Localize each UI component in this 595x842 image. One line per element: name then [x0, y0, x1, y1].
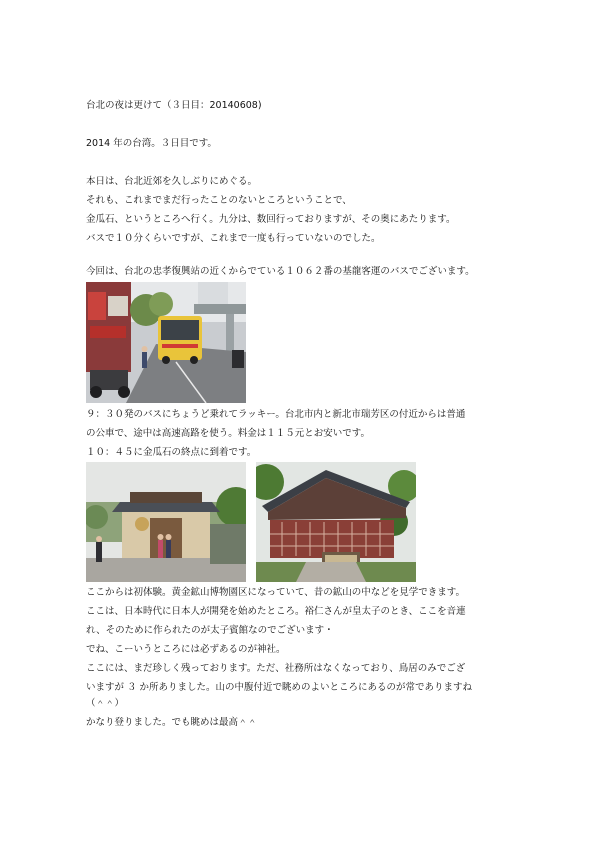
paragraph-line: ここには、まだ珍しく残っております。ただ、社務所はなくなっており、鳥居のみでござ — [86, 663, 466, 674]
intro-text: 2014 年の台湾。３日目です。 — [86, 138, 217, 149]
paragraph-line: ここは、日本時代に日本人が開発を始めたところ。裕仁さんが皇太子のとき、ここを音連 — [86, 606, 466, 617]
paragraph-line: かなり登りました。でも眺めは最高＾＾ — [86, 717, 258, 728]
paragraph-line: れ、そのために作られたのが太子賓館なのでございます・ — [86, 625, 334, 636]
paragraph-line: ここからは初体験。黄金鉱山博物園区になっていて、昔の鉱山の中などを見学できます。 — [86, 587, 466, 598]
paragraph-line: 本日は、台北近郊を久しぶりにめぐる。 — [86, 176, 258, 187]
paragraph-line: 金瓜石、というところへ行く。九分は、数回行っておりますが、その奥にあたります。 — [86, 214, 456, 225]
paragraph-line: （＾＾） — [86, 698, 125, 709]
gate-photo — [86, 462, 246, 582]
paragraph-line: ９：３０発のバスにちょうど乗れてラッキー。台北市内と新北市瑞芳区の付近からは普通 — [86, 409, 466, 420]
page-title: 台北の夜は更けて（３日目：20140608) — [86, 100, 262, 111]
paragraph-line: それも、これまでまだ行ったことのないところということで、 — [86, 195, 352, 206]
residence-photo — [256, 462, 416, 582]
paragraph-line: の公車で、途中は高速高路を使う。料金は１１５元とお安いです。 — [86, 428, 371, 439]
paragraph-line: バスで１０分くらいですが、これまで一度も行っていないのでした。 — [86, 233, 381, 244]
paragraph-line: いますが ３ か所ありました。山の中腹付近で眺めのよいところにあるのが常でありますね — [86, 682, 473, 693]
bus-photo — [86, 282, 246, 403]
paragraph-line: 今回は、台北の忠孝復興站の近くからでている１０６２番の基龍客運のバスでございます。 — [86, 266, 475, 277]
paragraph-line: １０：４５に金瓜石の終点に到着です。 — [86, 447, 257, 458]
paragraph-line: でね、こーいうところには必ずあるのが神社。 — [86, 644, 286, 655]
